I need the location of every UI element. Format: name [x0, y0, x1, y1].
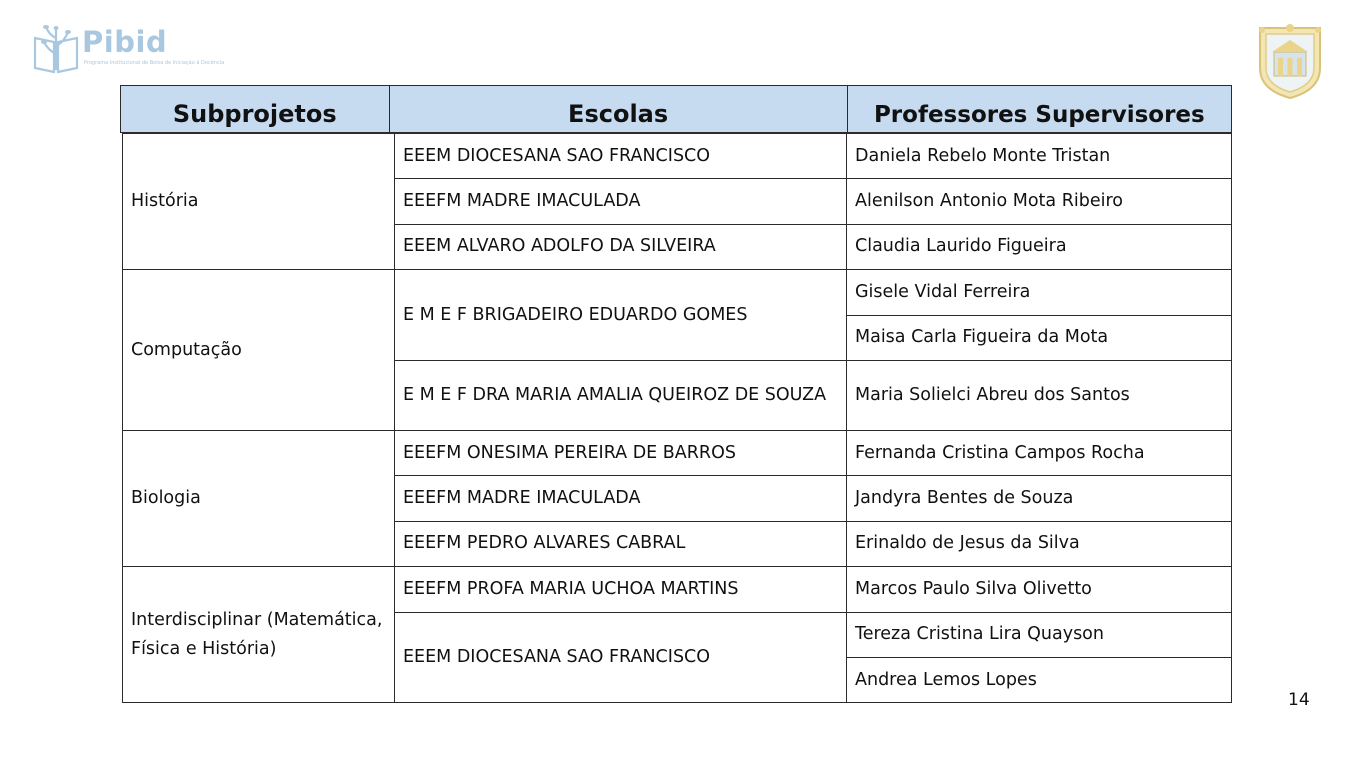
header-escolas: Escolas	[390, 86, 848, 132]
table-row	[123, 134, 1232, 179]
header-subprojetos: Subprojetos	[121, 86, 390, 132]
table-row	[123, 567, 1232, 612]
supervisor-cell: Maria Solielci Abreu dos Santos	[847, 360, 1232, 430]
supervisor-cell: Marcos Paulo Silva Olivetto	[847, 567, 1232, 612]
supervisor-cell: Fernanda Cristina Campos Rocha	[847, 430, 1232, 475]
school-cell: E M E F DRA MARIA AMALIA QUEIROZ DE SOUZA	[395, 360, 847, 430]
university-seal	[1252, 22, 1328, 100]
supervisor-cell: Maisa Carla Figueira da Mota	[847, 315, 1232, 360]
supervisor-cell: Erinaldo de Jesus da Silva	[847, 521, 1232, 566]
school-cell: EEEFM MADRE IMACULADA	[395, 476, 847, 521]
schools-table	[122, 133, 1232, 703]
school-cell: E M E F BRIGADEIRO EDUARDO GOMES	[395, 270, 847, 361]
school-cell: EEEM ALVARO ADOLFO DA SILVEIRA	[395, 224, 847, 269]
supervisor-cell: Tereza Cristina Lira Quayson	[847, 612, 1232, 657]
supervisor-cell: Daniela Rebelo Monte Tristan	[847, 134, 1232, 179]
page-number: 14	[1288, 690, 1310, 710]
supervisor-cell: Gisele Vidal Ferreira	[847, 270, 1232, 315]
school-cell: EEEFM PEDRO ALVARES CABRAL	[395, 521, 847, 566]
pibid-logo	[32, 22, 225, 76]
supervisor-cell: Jandyra Bentes de Souza	[847, 476, 1232, 521]
supervisor-cell: Alenilson Antonio Mota Ribeiro	[847, 179, 1232, 224]
table-header	[120, 85, 1232, 133]
table-row	[123, 430, 1232, 475]
header-professores: Professores Supervisores	[873, 102, 1205, 128]
school-cell: EEEFM ONESIMA PEREIRA DE BARROS	[395, 430, 847, 475]
supervisor-cell: Claudia Laurido Figueira	[847, 224, 1232, 269]
subproject-cell: Computação	[123, 270, 395, 431]
school-cell: EEEFM MADRE IMACULADA	[395, 179, 847, 224]
book-tree-icon	[32, 24, 80, 74]
school-cell: EEEM DIOCESANA SAO FRANCISCO	[395, 612, 847, 703]
university-seal-icon	[1252, 22, 1328, 100]
subproject-cell: História	[123, 134, 395, 270]
school-cell: EEEM DIOCESANA SAO FRANCISCO	[395, 134, 847, 179]
subproject-cell: Interdisciplinar (Matemática, Física e História)	[123, 567, 395, 703]
table-row	[123, 270, 1232, 315]
subproject-cell: Biologia	[123, 430, 395, 566]
logo-subtitle: Programa Institucional de Bolsa de Iniciação à Docência	[84, 60, 225, 66]
school-cell: EEEFM PROFA MARIA UCHOA MARTINS	[395, 567, 847, 612]
supervisor-cell: Andrea Lemos Lopes	[847, 657, 1232, 702]
logo-title: Pibid	[82, 25, 168, 59]
